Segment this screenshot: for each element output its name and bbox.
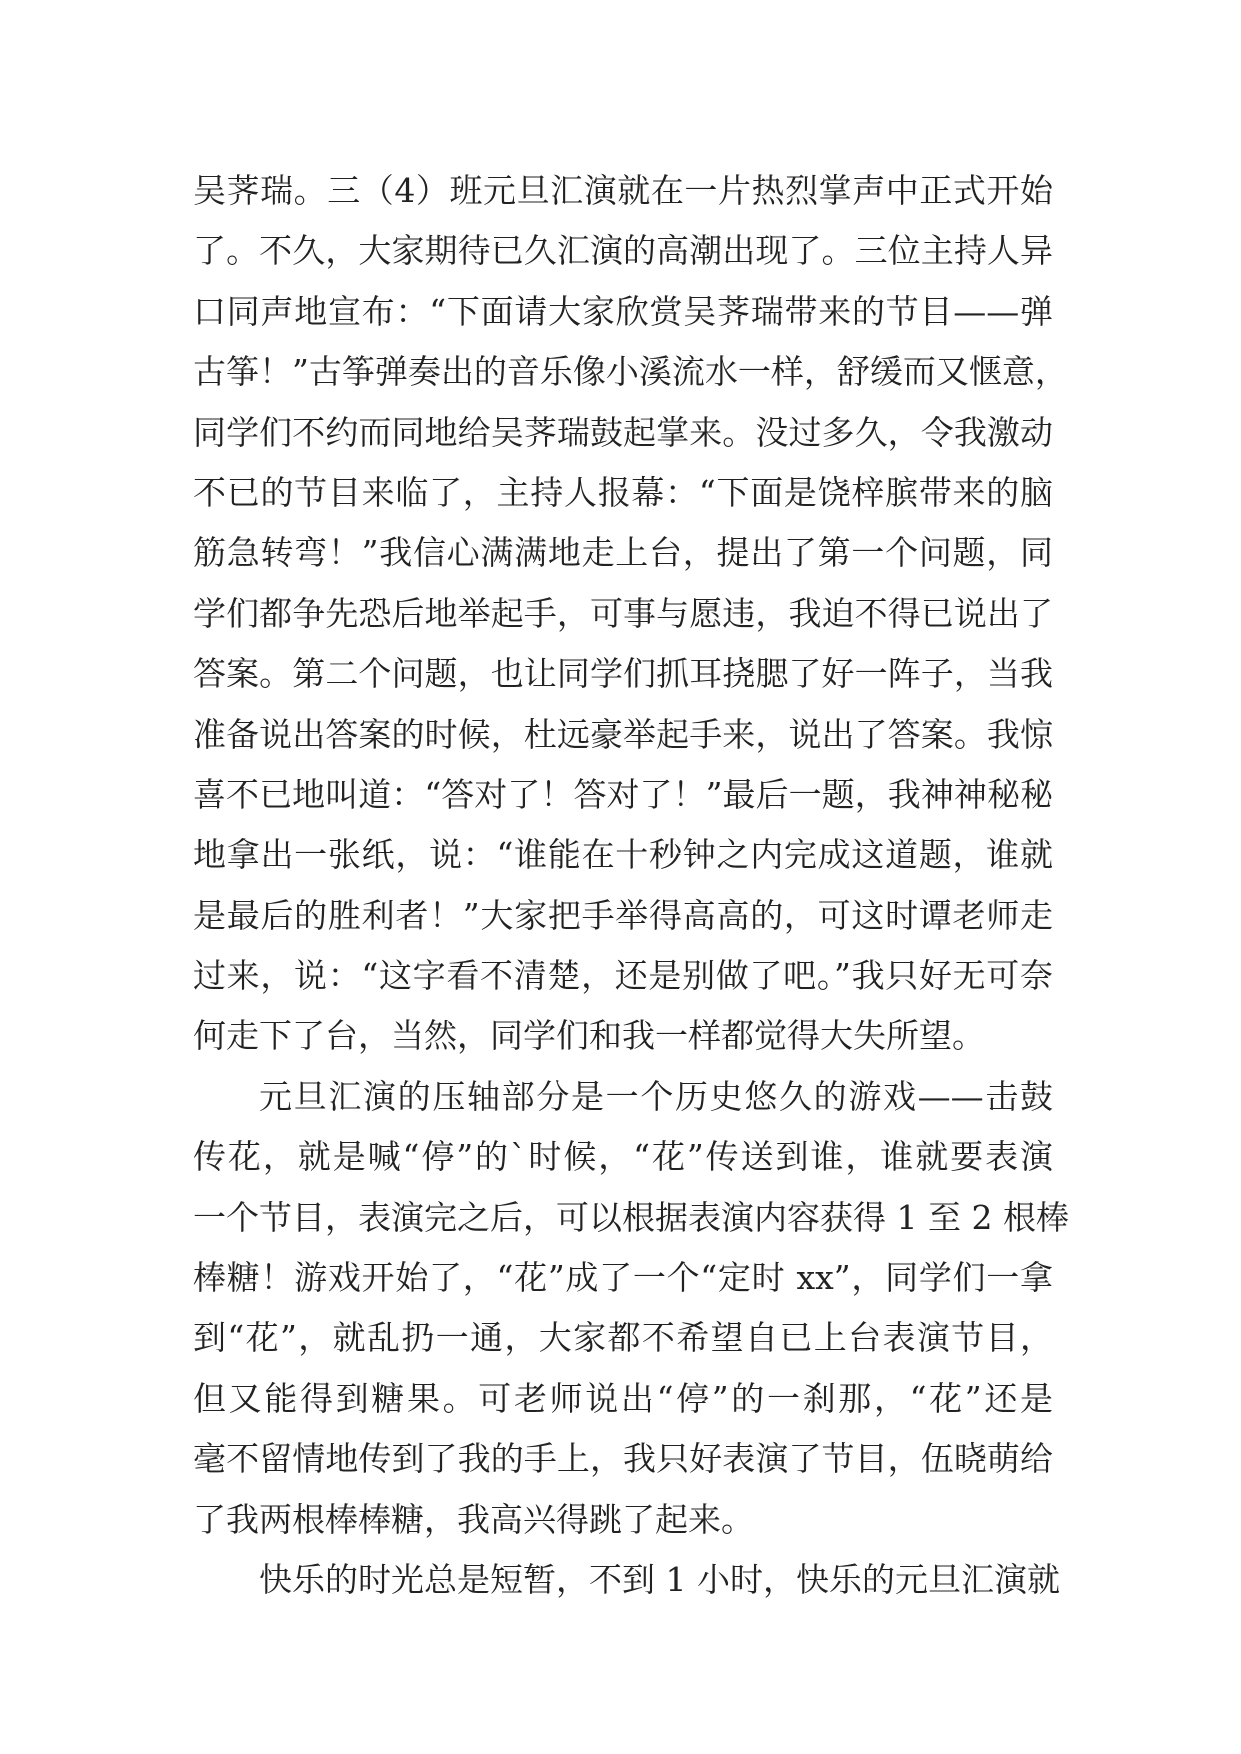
text-line: 棒糖！游戏开始了，“花”成了一个“定时 xx”，同学们一拿 <box>193 1258 1053 1298</box>
text-line: 不已的节目来临了，主持人报幕：“下面是饶梓膑带来的脑 <box>193 472 1053 512</box>
text-line: 口同声地宣布：“下面请大家欣赏吴荠瑞带来的节目——弹 <box>193 291 1053 331</box>
text-line: 准备说出答案的时候，杜远豪举起手来，说出了答案。我惊 <box>193 714 1053 754</box>
text-line: 地拿出一张纸，说：“谁能在十秒钟之内完成这道题，谁就 <box>193 835 1053 875</box>
text-line: 到“花”，就乱扔一通，大家都不希望自已上台表演节目， <box>193 1318 1053 1358</box>
text-line: 毫不留情地传到了我的手上，我只好表演了节目，伍晓萌给 <box>193 1439 1053 1479</box>
text-line: 过来，说：“这字看不清楚，还是别做了吧。”我只好无可奈 <box>193 956 1053 996</box>
text-line: 何走下了台，当然，同学们和我一样都觉得大失所望。 <box>193 1016 985 1056</box>
text-line: 传花，就是喊“停”的`时候，“花”传送到谁，谁就要表演 <box>193 1137 1053 1177</box>
paragraph-start-line: 元旦汇演的压轴部分是一个历史悠久的游戏——击鼓 <box>259 1076 1053 1116</box>
text-line: 了。不久，大家期待已久汇演的高潮出现了。三位主持人异 <box>193 231 1053 271</box>
text-line: 筋急转弯！”我信心满满地走上台，提出了第一个问题，同 <box>193 533 1053 573</box>
text-line: 了我两根棒棒糖，我高兴得跳了起来。 <box>193 1499 754 1539</box>
text-line: 答案。第二个问题，也让同学们抓耳挠腮了好一阵子，当我 <box>193 654 1053 694</box>
text-line: 同学们不约而同地给吴荠瑞鼓起掌来。没过多久，令我激动 <box>193 412 1053 452</box>
text-line: 吴荠瑞。三（4）班元旦汇演就在一片热烈掌声中正式开始 <box>193 171 1053 210</box>
text-line: 但又能得到糖果。可老师说出“停”的一刹那，“花”还是 <box>193 1378 1053 1418</box>
text-line: 一个节目，表演完之后，可以根据表演内容获得 1 至 2 根棒 <box>193 1197 1069 1237</box>
body-text <box>193 161 1069 1610</box>
text-line: 古筝！”古筝弹奏出的音乐像小溪流水一样，舒缓而又惬意， <box>193 352 1068 392</box>
text-line: 喜不已地叫道：“答对了！答对了！”最后一题，我神神秘秘 <box>193 774 1053 814</box>
text-line: 是最后的胜利者！”大家把手举得高高的，可这时谭老师走 <box>193 895 1053 935</box>
paragraph-start-line: 快乐的时光总是短暂，不到 1 小时，快乐的元旦汇演就 <box>259 1559 1060 1599</box>
text-line: 学们都争先恐后地举起手，可事与愿违，我迫不得已说出了 <box>193 593 1053 633</box>
